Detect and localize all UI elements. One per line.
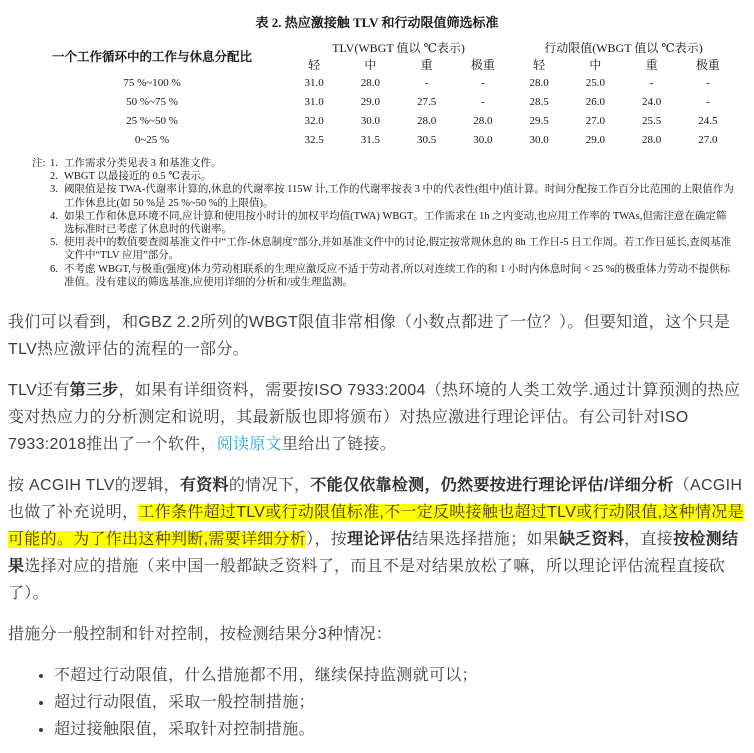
body-text: 里给出了链接。: [281, 436, 397, 454]
body-text: 按 ACGIH TLV的逻辑，: [8, 477, 180, 495]
bullet-item: • 不超过行动限值，什么措施都不用，继续保持监测就可以；: [54, 662, 746, 689]
note-text: 工作需求分类见表 3 和基准文件。: [64, 158, 222, 169]
table-subheader: 轻: [533, 58, 546, 72]
body-text: ，直接: [624, 531, 674, 549]
paragraph: [8, 377, 746, 458]
table-cell: 25.0: [585, 77, 605, 89]
table-subheader: 极重: [470, 58, 495, 72]
row-label: 50 %~75 %: [126, 96, 178, 108]
table-subheader: 极重: [695, 58, 720, 72]
body-text: （ACGIH也做了补充说明，: [8, 477, 743, 522]
table-cell: 29.5: [529, 115, 549, 127]
table-group-tlv: TLV(WBGT 值以 ℃表示): [332, 41, 465, 55]
table-cell: 29.0: [360, 96, 380, 108]
table-cell: -: [481, 96, 485, 108]
table-row: [18, 112, 736, 131]
body-text: 我们可以看到，和GBZ 2.2所列的WBGT限值非常相像（小数点都进了一位？）。但要知道，这个只是TLV热应激评估的流程的一部分。: [8, 314, 731, 359]
table-row: [18, 74, 736, 93]
table-cell: 28.5: [529, 96, 549, 108]
table-cell: -: [706, 96, 710, 108]
table-row: [18, 93, 736, 112]
table-cell: 28.0: [642, 134, 662, 146]
note-number: 6.: [50, 263, 58, 275]
highlighted-text: 工作条件超过TLV或行动限值标准,不一定反映接触也超过TLV或行动限值,这种情况是可能的。为了作出这种判断,需要详细分析: [8, 504, 744, 549]
table-subheader: 中: [364, 58, 377, 72]
table-cell: -: [481, 77, 485, 89]
table-corner-header: 一个工作循环中的工作与休息分配比: [51, 49, 252, 64]
emphasis-text: 缺乏资料: [558, 531, 625, 549]
emphasis-text: 理论评估: [347, 531, 413, 549]
table-note: [50, 170, 736, 183]
note-text: 阈限值是按 TWA-代谢率计算的,休息的代谢率按 115W 计,工作的代谢率按表 3 中的代表性(组中)值计算。时间分配按工作百分比范围的上限值作为工作休息比(如 50 %是 25 %~50 %的上限值)。: [64, 184, 734, 209]
table-cell: -: [424, 77, 429, 89]
tlv-table-section: [0, 0, 754, 289]
table-note: [50, 157, 736, 170]
table-cell: 30.0: [360, 115, 380, 127]
table-cell: 28.0: [473, 115, 493, 127]
notes-list: [50, 157, 736, 289]
table-subheader: 轻: [308, 58, 321, 72]
table-cell: 32.0: [304, 115, 324, 127]
bullet-item: • 超过行动限值，采取一般控制措施；: [54, 689, 746, 716]
read-original-link[interactable]: 阅读原文: [216, 436, 282, 454]
table-cell: 31.0: [304, 77, 324, 89]
table-cell: 31.5: [360, 134, 380, 146]
paragraph: [8, 621, 746, 648]
table-title: 表 2. 热应激接触 TLV 和行动限值筛选标准: [255, 15, 499, 30]
bullet-item: • 超过接触限值，采取针对控制措施。: [54, 716, 746, 743]
emphasis-text: 第三步: [69, 382, 119, 400]
tlv-table: [18, 40, 736, 150]
table-cell: 26.0: [585, 96, 605, 108]
note-number: 4.: [50, 210, 58, 222]
note-text: 如果工作和休息环境不同,应计算和使用按小时计的加权平均值(TWA) WBGT。工作需求在 1h 之内变动,也应用工作率的 TWAs,但需注意在确定筛选标准时已考虑了休息时的代谢率。: [64, 210, 727, 236]
paragraph: [8, 309, 746, 363]
note-number: 2.: [50, 171, 58, 183]
table-subheader: 重: [645, 58, 658, 72]
body-text: 选择对应的措施（来中国一般都缺乏资料了，而且不是对结果放松了嘛，所以理论评估流程直接砍了）。: [8, 558, 726, 603]
body-text: 的情况下，: [228, 477, 311, 495]
table-cell: -: [649, 77, 654, 89]
emphasis-text: 有资料: [179, 477, 229, 495]
article-body: [0, 289, 754, 749]
emphasis-text: 不能仅依靠检测，仍然要按进行理论评估/详细分析: [310, 477, 674, 495]
paragraph: [8, 472, 746, 607]
emphasis-text: 按检测结果: [8, 531, 739, 576]
table-cell: 27.0: [585, 115, 605, 127]
table-cell: 30.5: [417, 134, 437, 146]
table-cell: 31.0: [304, 96, 324, 108]
table-subheader: 重: [420, 58, 433, 72]
row-label: 25 %~50 %: [126, 115, 178, 127]
table-cell: 30.0: [473, 134, 493, 146]
note-text: 不考虑 WBGT,与极重(强度)体力劳动相联系的生理应激反应不适于劳动者,所以对连续工作的和 1 小时内休息时间 < 25 %的极重体力劳动不提供标准值。没有建议的筛选基准,应使用详细的分析和/或生理监测。: [64, 263, 731, 288]
table-cell: 25.5: [642, 115, 662, 127]
row-label: 75 %~100 %: [123, 77, 181, 89]
note-text: 使用表中的数值要查阅基准文件中“工作-休息制度”部分,并如基准文件中的讨论,假定按常规休息的 8h 工作日-5 日工作周。若工作日延长,查阅基准文件中“TLV 应用”部分。: [64, 237, 732, 262]
table-cell: 28.0: [417, 115, 437, 127]
body-text: ），按: [306, 531, 348, 549]
row-label: 0~25 %: [134, 134, 170, 146]
table-cell: 24.0: [642, 96, 662, 108]
table-cell: 29.0: [585, 134, 605, 146]
table-cell: 28.0: [360, 77, 380, 89]
table-row: [18, 131, 736, 150]
notes-prefix: 注:: [32, 158, 46, 169]
table-note: [50, 210, 736, 236]
table-cell: 28.0: [529, 77, 549, 89]
table-cell: 32.5: [304, 134, 324, 146]
body-text: TLV还有: [8, 382, 70, 400]
table-note: [50, 263, 736, 289]
body-text: ，如果有详细资料，需要按ISO 7933:2004（热环境的人类工效学.通过计算预测的热应变对热应力的分析测定和说明，其最新版也即将颁布）对热应激进行理论评估。有公司针对ISO 7933:2018推出了一个软件，: [8, 382, 741, 454]
table-cell: 24.5: [698, 115, 718, 127]
body-text: 措施分一般控制和针对控制，按检测结果分3种情况：: [8, 626, 393, 644]
table-group-action-limit: 行动限值(WBGT 值以 ℃表示): [544, 41, 703, 55]
body-text: 结果选择措施；如果: [412, 531, 559, 549]
table-cell: 27.5: [417, 96, 437, 108]
table-subheader: 中: [589, 58, 602, 72]
table-notes: [18, 157, 736, 289]
note-number: 3.: [50, 184, 58, 196]
bullet-list: [8, 662, 746, 743]
table-cell: 30.0: [529, 134, 549, 146]
table-cell: 27.0: [698, 134, 718, 146]
note-text: WBGT 以最接近的 0.5 ℃表示。: [64, 171, 212, 183]
table-note: [50, 236, 736, 262]
note-number: 1.: [50, 158, 58, 169]
table-note: [50, 183, 736, 209]
note-number: 5.: [50, 237, 58, 249]
table-cell: -: [706, 77, 710, 89]
